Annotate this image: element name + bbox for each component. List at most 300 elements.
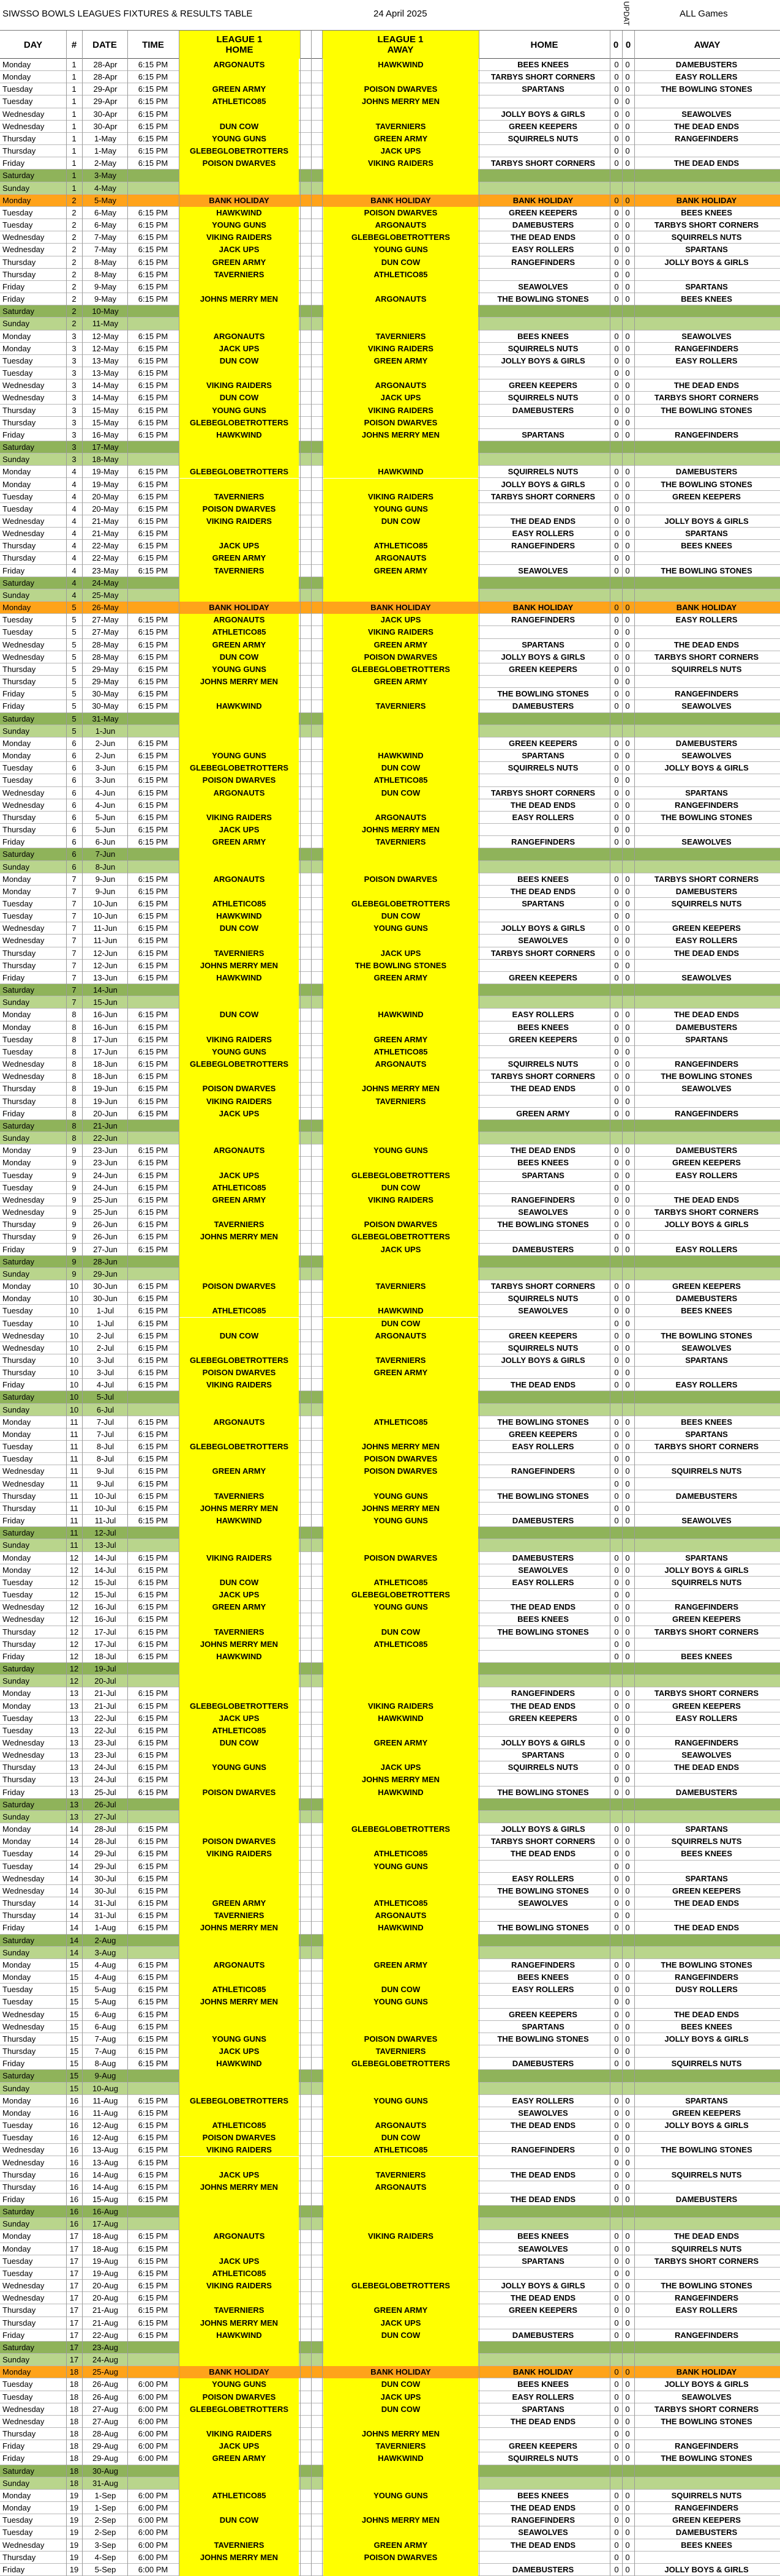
away-score-cell[interactable]: 0	[625, 886, 630, 896]
home-team-cell[interactable]	[479, 454, 607, 466]
home-score-cell[interactable]: 0	[614, 1343, 619, 1353]
league1-away-cell[interactable]: JACK UPS	[323, 614, 478, 626]
league1-away-cell[interactable]: JOHNS MERRY MEN	[323, 1441, 478, 1453]
time-cell[interactable]: 6:15 PM	[138, 1590, 168, 1600]
away-score-cell[interactable]: 0	[625, 2552, 630, 2562]
date-cell[interactable]: 27-May	[92, 627, 119, 637]
time-cell[interactable]: 6:15 PM	[138, 2281, 168, 2291]
day-cell[interactable]: Saturday	[2, 1256, 35, 1266]
date-cell[interactable]: 4-Jun	[95, 800, 116, 810]
time-cell[interactable]: 6:15 PM	[138, 417, 168, 427]
league1-home-cell[interactable]: GREEN ARMY	[179, 552, 299, 564]
league1-home-cell[interactable]: VIKING RAIDERS	[179, 812, 299, 824]
day-cell[interactable]: Saturday	[2, 2342, 35, 2352]
home-score-cell[interactable]: 0	[614, 1861, 619, 1871]
league1-home-cell[interactable]	[179, 984, 299, 996]
away-score-cell[interactable]: 0	[625, 97, 630, 106]
week-cell[interactable]: 10	[69, 1355, 79, 1365]
date-cell[interactable]: 23-Jul	[94, 1750, 116, 1760]
away-team-cell[interactable]	[634, 1589, 779, 1601]
league1-home-cell[interactable]: JACK UPS	[179, 2045, 299, 2058]
away-score-cell[interactable]: 0	[625, 1590, 630, 1600]
league1-away-cell[interactable]: YOUNG GUNS	[323, 503, 478, 515]
away-team-cell[interactable]	[634, 1725, 779, 1737]
home-team-cell[interactable]	[479, 861, 607, 873]
league1-away-cell[interactable]: ARGONAUTS	[323, 379, 478, 392]
away-team-cell[interactable]: THE BOWLING STONES	[661, 1960, 752, 1969]
away-score-cell[interactable]: 0	[625, 541, 630, 551]
date-cell[interactable]: 6-Jun	[95, 837, 116, 847]
home-team-cell[interactable]	[479, 676, 607, 688]
date-cell[interactable]: 7-May	[94, 245, 117, 255]
time-cell[interactable]: 6:15 PM	[138, 356, 168, 365]
fixture-row[interactable]	[0, 2428, 780, 2440]
week-cell[interactable]: 2	[72, 207, 77, 217]
away-score-cell[interactable]: 0	[625, 615, 630, 625]
league1-away-cell[interactable]	[323, 2070, 478, 2082]
home-team-cell[interactable]: BANK HOLIDAY	[512, 2367, 574, 2377]
fixture-row[interactable]	[0, 996, 780, 1009]
league1-home-cell[interactable]	[179, 2292, 299, 2304]
league1-home-cell[interactable]: GREEN ARMY	[179, 1465, 299, 1477]
day-cell[interactable]: Thursday	[2, 2429, 36, 2439]
away-team-cell[interactable]: SQUIRRELS NUTS	[671, 899, 742, 908]
home-score-cell[interactable]: 0	[614, 2454, 619, 2463]
away-score-cell[interactable]: 0	[625, 1294, 630, 1304]
day-cell[interactable]: Saturday	[2, 1664, 35, 1674]
away-score-cell[interactable]: 0	[625, 936, 630, 946]
home-score-cell[interactable]: 0	[614, 1627, 619, 1637]
league1-away-cell[interactable]: YOUNG GUNS	[323, 1861, 478, 1873]
away-team-cell[interactable]: JOLLY BOYS & GIRLS	[664, 1220, 749, 1230]
away-score-cell[interactable]: 0	[625, 553, 630, 563]
league1-home-cell[interactable]: JOHNS MERRY MEN	[179, 676, 299, 688]
league1-away-cell[interactable]	[323, 1799, 478, 1811]
league1-away-cell[interactable]: HAWKWIND	[323, 466, 478, 478]
league1-home-cell[interactable]: GLEBEGLOBETROTTERS	[179, 1058, 299, 1070]
away-team-cell[interactable]: SEAWOLVES	[681, 2392, 732, 2402]
day-cell[interactable]: Thursday	[2, 2034, 36, 2044]
league1-away-cell[interactable]: JACK UPS	[323, 2391, 478, 2403]
fixture-row[interactable]	[0, 1700, 780, 1712]
home-team-cell[interactable]: DAMEBUSTERS	[512, 1244, 574, 1254]
away-score-cell[interactable]	[623, 996, 632, 1009]
date-cell[interactable]: 20-Aug	[92, 2281, 118, 2291]
away-team-cell[interactable]: SPARTANS	[685, 1034, 728, 1044]
league1-home-cell[interactable]: POISON DWARVES	[179, 1835, 299, 1848]
time-cell[interactable]: 6:15 PM	[138, 886, 168, 896]
away-score-cell[interactable]: 0	[625, 603, 630, 613]
away-score-cell[interactable]: 0	[625, 417, 630, 427]
home-score-cell[interactable]: 0	[614, 1837, 619, 1846]
league1-away-cell[interactable]: JOHNS MERRY MEN	[323, 1503, 478, 1515]
home-team-cell[interactable]: EASY ROLLERS	[512, 245, 574, 255]
fixture-row[interactable]	[0, 379, 780, 392]
date-cell[interactable]: 10-Aug	[92, 2083, 118, 2093]
day-cell[interactable]: Monday	[2, 1146, 31, 1155]
home-score-cell[interactable]	[612, 1935, 621, 1947]
league1-away-cell[interactable]: DUN COW	[323, 1318, 478, 1330]
home-team-cell[interactable]	[479, 1799, 607, 1811]
date-cell[interactable]: 6-May	[94, 207, 117, 217]
fixture-row[interactable]	[0, 836, 780, 848]
fixture-row[interactable]	[0, 2045, 780, 2058]
time-cell[interactable]: 6:15 PM	[138, 97, 168, 106]
away-team-cell[interactable]	[634, 1268, 779, 1280]
league1-home-cell[interactable]: JOHNS MERRY MEN	[179, 1638, 299, 1651]
away-score-cell[interactable]	[623, 2477, 632, 2490]
time-cell[interactable]	[129, 577, 178, 589]
away-team-cell[interactable]: TARBYS SHORT CORNERS	[654, 1689, 759, 1698]
week-cell[interactable]: 10	[69, 1282, 79, 1291]
week-cell[interactable]: 9	[72, 1170, 77, 1180]
home-team-cell[interactable]	[479, 145, 607, 157]
away-team-cell[interactable]	[634, 2317, 779, 2329]
home-team-cell[interactable]: TARBYS SHORT CORNERS	[490, 159, 596, 168]
fixture-row[interactable]	[0, 2342, 780, 2354]
day-cell[interactable]: Saturday	[2, 1935, 35, 1945]
fixture-row[interactable]	[0, 1144, 780, 1157]
date-cell[interactable]: 15-Jul	[94, 1590, 116, 1600]
date-cell[interactable]: 29-Aug	[92, 2441, 118, 2451]
away-team-cell[interactable]: GREEN KEEPERS	[672, 1701, 741, 1711]
league1-away-cell[interactable]	[323, 108, 478, 121]
home-team-cell[interactable]: EASY ROLLERS	[512, 812, 574, 822]
away-score-cell[interactable]: 0	[625, 640, 630, 649]
date-cell[interactable]: 24-Jun	[93, 1170, 118, 1180]
away-score-cell[interactable]: 0	[625, 1639, 630, 1649]
date-cell[interactable]: 5-Aug	[94, 1985, 116, 1995]
home-team-cell[interactable]	[479, 1589, 607, 1601]
time-cell[interactable]: 6:15 PM	[138, 282, 168, 291]
home-score-cell[interactable]: 0	[614, 677, 619, 687]
league1-home-cell[interactable]: DUN COW	[179, 392, 299, 404]
away-score-cell[interactable]: 0	[625, 1775, 630, 1785]
away-score-cell[interactable]: 0	[625, 1824, 630, 1834]
away-team-cell[interactable]: DAMEBUSTERS	[675, 886, 738, 896]
home-score-cell[interactable]: 0	[614, 640, 619, 649]
week-cell[interactable]: 19	[69, 2552, 79, 2562]
fixture-row[interactable]	[0, 1651, 780, 1663]
league1-home-cell[interactable]	[179, 1539, 299, 1551]
home-score-cell[interactable]: 0	[614, 899, 619, 908]
day-cell[interactable]: Friday	[2, 566, 25, 575]
home-score-cell[interactable]: 0	[614, 1282, 619, 1291]
away-team-cell[interactable]: THE BOWLING STONES	[661, 2145, 752, 2155]
away-team-cell[interactable]: TARBYS SHORT CORNERS	[654, 1442, 759, 1452]
home-score-cell[interactable]: 0	[614, 1689, 619, 1698]
home-team-cell[interactable]: SQUIRRELS NUTS	[508, 1763, 579, 1772]
league1-away-cell[interactable]: HAWKWIND	[323, 1009, 478, 1021]
day-cell[interactable]: Tuesday	[2, 2133, 33, 2143]
day-cell[interactable]: Friday	[2, 2441, 25, 2451]
date-cell[interactable]: 28-Jul	[94, 1824, 116, 1834]
away-score-cell[interactable]: 0	[625, 405, 630, 415]
day-cell[interactable]: Thursday	[2, 1627, 36, 1637]
week-cell[interactable]: 9	[72, 1158, 77, 1168]
home-score-cell[interactable]	[612, 2342, 621, 2354]
home-score-cell[interactable]	[612, 1947, 621, 1959]
fixture-row[interactable]	[0, 614, 780, 626]
date-cell[interactable]: 25-Jun	[93, 1195, 118, 1204]
time-cell[interactable]: 6:15 PM	[138, 1454, 168, 1464]
away-score-cell[interactable]: 0	[625, 566, 630, 575]
date-cell[interactable]: 21-Aug	[92, 2305, 118, 2315]
home-team-cell[interactable]: THE DEAD ENDS	[510, 233, 576, 242]
fixture-row[interactable]	[0, 935, 780, 947]
time-cell[interactable]: 6:15 PM	[138, 1244, 168, 1254]
home-score-cell[interactable]: 0	[614, 1973, 619, 1982]
away-team-cell[interactable]: DAMEBUSTERS	[675, 1146, 738, 1155]
fixture-row[interactable]	[0, 59, 780, 71]
away-team-cell[interactable]	[634, 1527, 779, 1539]
time-cell[interactable]: 6:15 PM	[138, 2305, 168, 2315]
fixture-row[interactable]	[0, 2452, 780, 2465]
away-score-cell[interactable]: 0	[625, 1565, 630, 1575]
league1-home-cell[interactable]	[179, 2354, 299, 2366]
time-cell[interactable]	[129, 1404, 178, 1416]
time-cell[interactable]: 6:15 PM	[138, 1466, 168, 1476]
date-cell[interactable]: 29-Jul	[94, 1849, 116, 1859]
home-team-cell[interactable]	[479, 318, 607, 330]
home-score-cell[interactable]: 0	[614, 133, 619, 143]
day-cell[interactable]: Tuesday	[2, 1034, 33, 1044]
home-score-cell[interactable]: 0	[614, 2305, 619, 2315]
fixture-row[interactable]	[0, 1157, 780, 1169]
league1-home-cell[interactable]: GREEN ARMY	[179, 256, 299, 269]
date-cell[interactable]: 4-Sep	[94, 2552, 116, 2562]
week-cell[interactable]: 7	[72, 924, 77, 933]
league1-home-cell[interactable]: GLEBEGLOBETROTTERS	[179, 417, 299, 429]
week-cell[interactable]: 11	[70, 1442, 78, 1452]
league1-home-cell[interactable]	[179, 1774, 299, 1786]
league1-home-cell[interactable]: VIKING RAIDERS	[179, 1848, 299, 1860]
fixture-row[interactable]	[0, 1564, 780, 1577]
day-cell[interactable]: Monday	[2, 738, 31, 748]
league1-home-cell[interactable]: VIKING RAIDERS	[179, 2144, 299, 2156]
home-score-cell[interactable]: 0	[614, 627, 619, 637]
week-cell[interactable]: 2	[72, 245, 77, 255]
home-score-cell[interactable]: 0	[614, 1898, 619, 1908]
league1-away-cell[interactable]	[323, 2502, 478, 2514]
away-score-cell[interactable]: 0	[625, 1602, 630, 1612]
league1-home-cell[interactable]: ATHLETICO85	[179, 95, 299, 108]
home-team-cell[interactable]	[479, 774, 607, 786]
league1-away-cell[interactable]: YOUNG GUNS	[323, 1515, 478, 1527]
league1-away-cell[interactable]	[323, 1391, 478, 1403]
date-cell[interactable]: 24-May	[92, 578, 119, 588]
day-cell[interactable]: Tuesday	[2, 1590, 33, 1600]
day-cell[interactable]: Wednesday	[2, 2293, 45, 2303]
away-team-cell[interactable]	[634, 2083, 779, 2095]
week-cell[interactable]: 1	[72, 121, 77, 131]
day-cell[interactable]: Thursday	[2, 1096, 36, 1106]
league1-home-cell[interactable]	[179, 281, 299, 293]
league1-home-cell[interactable]: HAWKWIND	[179, 429, 299, 441]
home-score-cell[interactable]: 0	[614, 1491, 619, 1501]
home-team-cell[interactable]	[479, 2552, 607, 2564]
time-cell[interactable]: 6:15 PM	[138, 1355, 168, 1365]
time-cell[interactable]: 6:15 PM	[138, 1713, 168, 1723]
day-cell[interactable]: Friday	[2, 1923, 25, 1933]
time-cell[interactable]: 6:15 PM	[138, 207, 168, 217]
home-team-cell[interactable]: RANGEFINDERS	[511, 837, 575, 847]
fixture-row[interactable]	[0, 1490, 780, 1503]
home-score-cell[interactable]: 0	[614, 381, 619, 390]
date-cell[interactable]: 23-Aug	[92, 2342, 118, 2352]
week-cell[interactable]: 3	[72, 381, 77, 390]
away-team-cell[interactable]: SEAWOLVES	[681, 1750, 732, 1760]
week-cell[interactable]: 6	[72, 862, 77, 872]
time-cell[interactable]: 6:15 PM	[138, 1195, 168, 1204]
time-cell[interactable]: 6:15 PM	[138, 1651, 168, 1661]
fixture-row[interactable]	[0, 1280, 780, 1293]
time-cell[interactable]: 6:00 PM	[138, 2564, 168, 2574]
home-team-cell[interactable]	[479, 1527, 607, 1539]
away-team-cell[interactable]	[634, 1663, 779, 1675]
fixture-row[interactable]	[0, 2539, 780, 2552]
time-cell[interactable]: 6:15 PM	[138, 479, 168, 489]
home-team-cell[interactable]: BANK HOLIDAY	[512, 195, 574, 205]
day-cell[interactable]: Thursday	[2, 553, 36, 563]
home-score-cell[interactable]: 0	[614, 356, 619, 365]
home-score-cell[interactable]	[612, 725, 621, 737]
away-score-cell[interactable]	[623, 1132, 632, 1144]
league1-home-cell[interactable]	[179, 1428, 299, 1441]
week-cell[interactable]: 3	[72, 430, 77, 439]
week-cell[interactable]: 14	[69, 1923, 79, 1933]
home-team-cell[interactable]: JOLLY BOYS & GIRLS	[501, 109, 585, 119]
league1-away-cell[interactable]	[323, 2157, 478, 2169]
time-cell[interactable]: 6:15 PM	[138, 1750, 168, 1760]
date-cell[interactable]: 2-May	[94, 159, 117, 168]
league1-home-cell[interactable]	[179, 799, 299, 812]
time-cell[interactable]: 6:15 PM	[138, 1331, 168, 1340]
away-team-cell[interactable]: RANGEFINDERS	[674, 133, 738, 143]
league1-home-cell[interactable]: JOHNS MERRY MEN	[179, 1996, 299, 2008]
home-score-cell[interactable]: 0	[614, 837, 619, 847]
time-cell[interactable]: 6:15 PM	[138, 812, 168, 822]
home-team-cell[interactable]	[479, 1182, 607, 1194]
fixture-row[interactable]	[0, 244, 780, 256]
fixture-row[interactable]	[0, 256, 780, 269]
league1-home-cell[interactable]: YOUNG GUNS	[179, 2378, 299, 2391]
week-cell[interactable]: 14	[69, 1947, 79, 1957]
week-cell[interactable]: 12	[69, 1664, 79, 1674]
fixture-row[interactable]	[0, 2119, 780, 2132]
date-cell[interactable]: 31-Jul	[94, 1911, 116, 1921]
away-team-cell[interactable]: BEES KNEES	[681, 294, 732, 304]
date-cell[interactable]: 31-May	[92, 714, 119, 723]
away-score-cell[interactable]	[623, 1799, 632, 1811]
week-cell[interactable]: 3	[72, 368, 77, 378]
time-cell[interactable]: 6:15 PM	[138, 2133, 168, 2143]
league1-home-cell[interactable]	[179, 1811, 299, 1823]
league1-away-cell[interactable]: DUN COW	[323, 910, 478, 922]
away-score-cell[interactable]: 0	[625, 1553, 630, 1562]
home-team-cell[interactable]: THE DEAD ENDS	[510, 2170, 576, 2179]
away-team-cell[interactable]: SQUIRRELS NUTS	[671, 1466, 742, 1476]
day-cell[interactable]: Saturday	[2, 1121, 35, 1130]
home-team-cell[interactable]: THE DEAD ENDS	[510, 886, 576, 896]
home-score-cell[interactable]: 0	[614, 1590, 619, 1600]
league1-home-cell[interactable]	[179, 305, 299, 318]
date-cell[interactable]: 9-Jul	[96, 1466, 114, 1476]
away-team-cell[interactable]: THE BOWLING STONES	[661, 812, 752, 822]
week-cell[interactable]: 18	[69, 2441, 79, 2451]
home-score-cell[interactable]: 0	[614, 1763, 619, 1772]
away-team-cell[interactable]: THE DEAD ENDS	[673, 948, 740, 958]
home-score-cell[interactable]: 0	[614, 1170, 619, 1180]
time-cell[interactable]: 6:15 PM	[138, 1108, 168, 1118]
day-cell[interactable]: Thursday	[2, 541, 36, 551]
home-team-cell[interactable]: THE DEAD ENDS	[510, 2293, 576, 2303]
day-cell[interactable]: Thursday	[2, 677, 36, 687]
fixture-row[interactable]	[0, 2391, 780, 2403]
home-team-cell[interactable]	[479, 2181, 607, 2193]
week-cell[interactable]: 1	[72, 84, 77, 94]
away-score-cell[interactable]: 0	[625, 627, 630, 637]
fixture-row[interactable]	[0, 700, 780, 712]
away-team-cell[interactable]: DAMEBUSTERS	[675, 1491, 738, 1501]
league1-away-cell[interactable]: ATHLETICO85	[323, 1848, 478, 1860]
week-cell[interactable]: 1	[72, 72, 77, 82]
fixture-row[interactable]	[0, 305, 780, 318]
league1-away-cell[interactable]: ATHLETICO85	[323, 774, 478, 786]
league1-home-cell[interactable]: ARGONAUTS	[179, 59, 299, 71]
away-score-cell[interactable]: 0	[625, 775, 630, 785]
date-cell[interactable]: 31-Aug	[92, 2478, 118, 2488]
time-cell[interactable]: 6:15 PM	[138, 1417, 168, 1427]
league1-away-cell[interactable]: POISON DWARVES	[323, 83, 478, 95]
week-cell[interactable]: 3	[72, 442, 77, 452]
home-score-cell[interactable]: 0	[614, 812, 619, 822]
day-cell[interactable]: Sunday	[2, 1676, 30, 1686]
league1-away-cell[interactable]: DUN COW	[323, 1182, 478, 1194]
week-cell[interactable]: 17	[69, 2355, 79, 2365]
date-cell[interactable]: 27-Jul	[94, 1812, 116, 1821]
away-score-cell[interactable]: 0	[625, 282, 630, 291]
fixture-row[interactable]	[0, 405, 780, 417]
week-cell[interactable]: 3	[72, 417, 77, 427]
league1-away-cell[interactable]: VIKING RAIDERS	[323, 626, 478, 638]
home-team-cell[interactable]: THE BOWLING STONES	[497, 1886, 589, 1895]
away-team-cell[interactable]	[634, 1503, 779, 1515]
league1-away-cell[interactable]	[323, 1108, 478, 1120]
league1-away-cell[interactable]: TAVERNIERS	[323, 700, 478, 712]
home-team-cell[interactable]: TARBYS SHORT CORNERS	[490, 72, 596, 82]
fixture-row[interactable]	[0, 1305, 780, 1317]
home-team-cell[interactable]: TARBYS SHORT CORNERS	[490, 788, 596, 797]
league1-away-cell[interactable]	[323, 2193, 478, 2206]
date-cell[interactable]: 9-May	[94, 282, 117, 291]
league1-home-cell[interactable]: GLEBEGLOBETROTTERS	[179, 2403, 299, 2416]
home-team-cell[interactable]: DAMEBUSTERS	[512, 405, 574, 415]
week-cell[interactable]: 8	[72, 1034, 77, 1044]
league1-home-cell[interactable]	[179, 2193, 299, 2206]
league1-home-cell[interactable]: JACK UPS	[179, 2440, 299, 2452]
away-score-cell[interactable]	[623, 848, 632, 861]
week-cell[interactable]: 12	[69, 1590, 79, 1600]
fixture-row[interactable]	[0, 293, 780, 305]
league1-away-cell[interactable]: ATHLETICO85	[323, 1416, 478, 1428]
time-cell[interactable]: 6:15 PM	[138, 2059, 168, 2069]
home-team-cell[interactable]	[479, 1638, 607, 1651]
date-cell[interactable]: 3-Aug	[94, 1947, 116, 1957]
away-score-cell[interactable]: 0	[625, 948, 630, 958]
fixture-row[interactable]	[0, 2304, 780, 2317]
league1-home-cell[interactable]	[179, 1675, 299, 1687]
